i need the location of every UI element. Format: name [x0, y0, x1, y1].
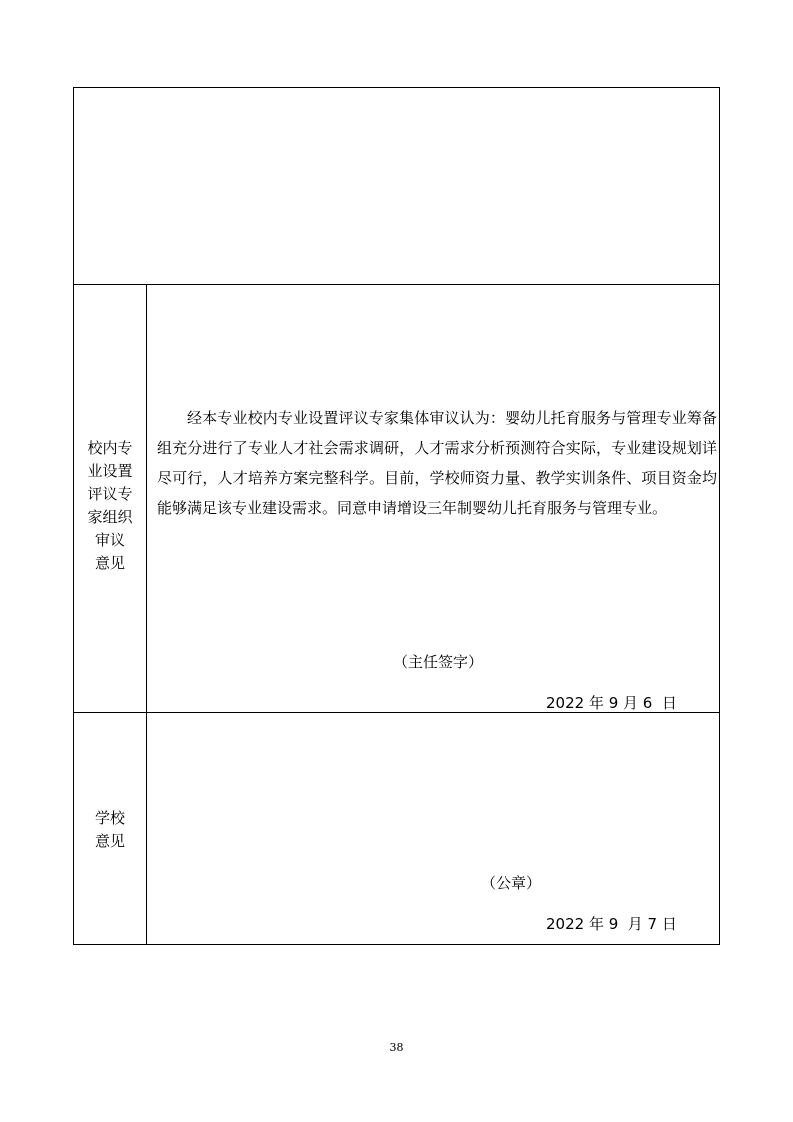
table-right-border [719, 87, 720, 945]
table-top-border [73, 87, 720, 88]
review-label-line: 意见 [94, 554, 125, 572]
school-date: 2022 年 9 月 7 日 [546, 915, 677, 933]
review-label-line: 评议专 [87, 485, 133, 503]
page-number: 38 [389, 1041, 404, 1054]
school-label-line: 意见 [94, 832, 125, 850]
school-opinion-label [74, 807, 146, 853]
row-divider-1 [73, 284, 720, 285]
school-seal: （公章） [481, 874, 542, 892]
review-label-line: 校内专 [87, 439, 133, 457]
label-column-divider [146, 284, 147, 945]
review-date: 2022 年 9 月 6 日 [546, 694, 677, 712]
director-signature: （主任签字） [393, 653, 484, 671]
review-label-line: 家组织 [87, 508, 133, 526]
school-label-line: 学校 [94, 809, 125, 827]
table-bottom-border [73, 944, 720, 945]
review-label-line: 审议 [94, 531, 125, 549]
review-opinion-text: 经本专业校内专业设置评议专家集体审议认为：婴幼儿托育服务与管理专业筹备组充分进行了专业人才社会需求调研，人才需求分析预测符合实际，专业建设规划详尽可行，人才培养方案完整科学。目前，学校师资力量、教学实训条件、项目资金均能够满足该专业建设需求。同意申请增设三年制婴幼儿托育服务与管理专业。 [157, 409, 717, 517]
review-label-line: 业设置 [87, 462, 133, 480]
review-opinion-label [74, 437, 146, 575]
